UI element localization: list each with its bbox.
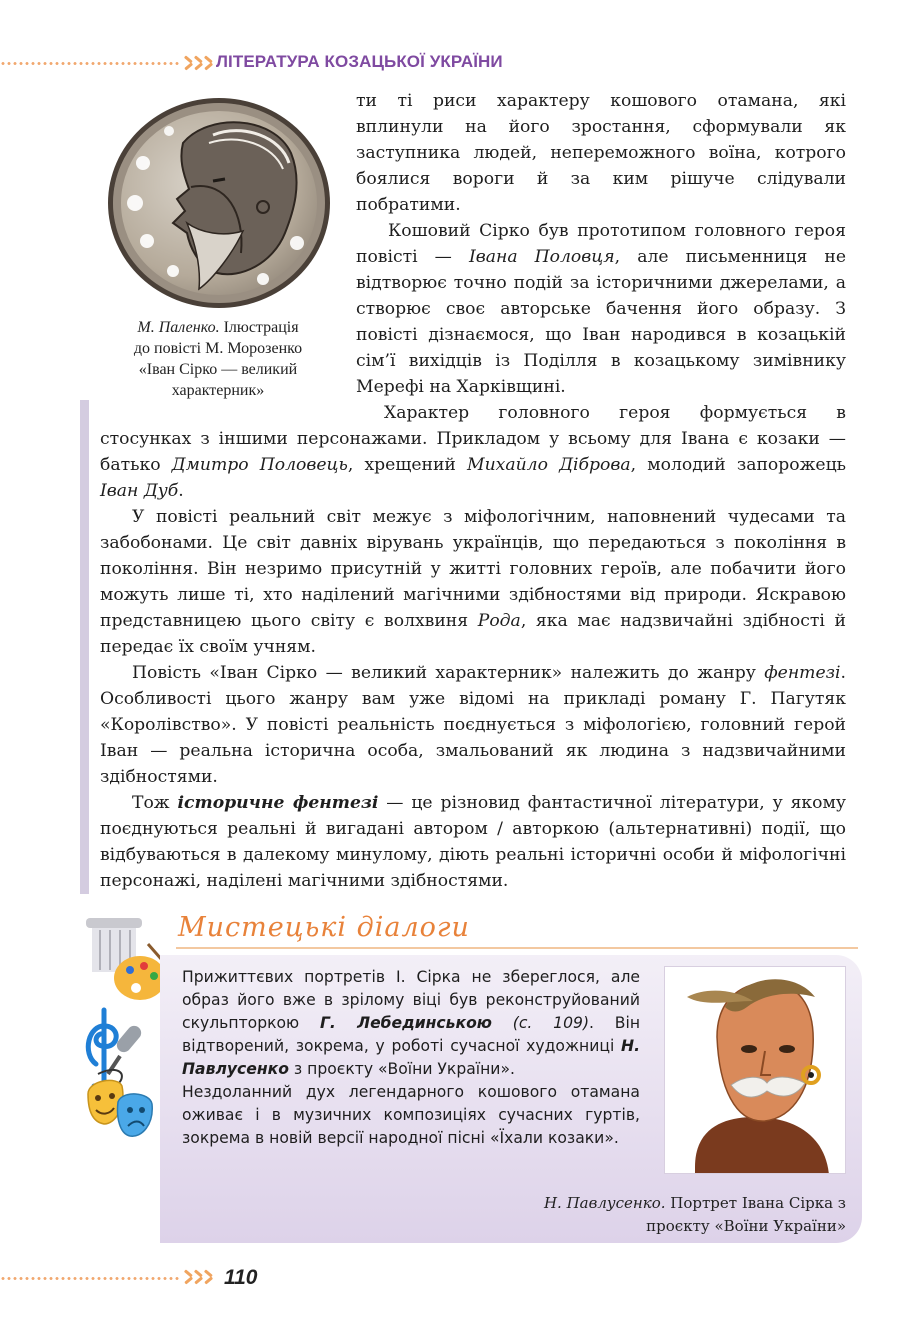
cossack-profile-drawing (113, 103, 325, 303)
genre-term: фентезі (764, 663, 841, 683)
margin-highlight-bar (80, 400, 89, 894)
top-right-text (356, 88, 846, 400)
paragraph: Нездоланний дух легендарного кошового отамана оживає і в музичних композиціях сучасних гуртів, зокрема в новій версії народної пісні «Їхали козаки». (182, 1083, 640, 1147)
chevron-right-icon (202, 52, 215, 74)
theater-masks-icon (88, 1080, 152, 1136)
footer-dots-decoration (0, 1277, 180, 1280)
paragraph: Тож історичне фентезі — це різновид фантастичної літератури, у якому поєднуються реальні й вигадані автором / авторкою (альтернативні) події, що відбуваються в далекому минулому, діють реальні історичні особи й міфологічні персонажі, наділені магічними здібностями. (100, 793, 846, 891)
character-name: Івана Половця (468, 247, 615, 267)
artist-name: Н. Павлусенко (182, 1037, 640, 1078)
paragraph: ти ті риси характеру кошового отамана, які вплинули на його зростання, сформували як заступника людей, непереможного воїна, котрого боялися вороги й за ким рішуче слідували побратими. (356, 91, 846, 215)
character-name: Михайло Діброва (466, 455, 631, 475)
sirko-portrait-image (664, 966, 846, 1174)
paragraph: У повісті реальний світ межує з міфологічним, наповнений чудесами та забобонами. Це світ давніх вірувань українців, що передаються з покоління в покоління. Він незримо присутній у житті головних героїв, але побачити його можуть лише ті, хто наділений магічними здібностями від природи. Яскравою представницею цього світу є волхвиня Рода, яка має надзвичайні здібності й передає їх своїм учням. (100, 507, 846, 657)
paragraph: Прижиттєвих портретів І. Сірка не збереглося, але образ його вже в зрілому віці був реконструйований скульпторкою Г. Лебединською (с. 109). Він відтворений, зокрема, у роботі сучасної художниці Н. Павлусенко з проєкту «Воїни України». (182, 968, 641, 1078)
caption-text: Ілюстрація (219, 319, 299, 336)
caption-text: Портрет Івана Сірка з (665, 1194, 846, 1212)
caption-text: характерник» (171, 382, 265, 399)
illustration-caption (100, 317, 336, 401)
character-name: Іван Дуб (100, 481, 179, 501)
treble-clef-icon (88, 1010, 116, 1092)
body-text (100, 400, 846, 894)
coin-illustration (100, 92, 340, 314)
header-title: ЛІТЕРАТУРА КОЗАЦЬКОЇ УКРАЇНИ (216, 52, 503, 71)
portrait-caption (490, 1192, 846, 1238)
caption-text: «Іван Сірко — великий (138, 361, 298, 378)
section-title-underline (176, 947, 858, 949)
running-header (0, 48, 918, 78)
definition-term: історичне фентезі (177, 793, 379, 813)
art-icons-column (78, 914, 168, 1144)
sculptor-name: Г. Лебединською (319, 1014, 492, 1032)
page-number: 110 (224, 1266, 258, 1289)
character-name: Дмитро Половець (171, 455, 348, 475)
chevron-right-icon (202, 1266, 215, 1288)
paragraph: Повість «Іван Сірко — великий характерник» належить до жанру фентезі. Особливості цього жанру вам уже відомі на прикладі роману Г. Пагутяк «Королівство». У повісті реальність поєднується з міфологією, головний герой Іван — реальна історична особа, змальований як людина з надзвичайними здібностями. (100, 663, 846, 787)
art-dialogue-text (182, 966, 640, 1150)
paragraph: Кошовий Сірко був прототипом головного героя повісті — Івана Половця, але письменниця не відтворює точно подій за історичними джерелами, а створює своє авторське бачення його образу. З повісті дізнаємося, що Іван народився в козацькій сім’ї вихідців із Поділля в козацькому зимівнику Мерефі на Харківщині. (356, 221, 847, 397)
caption-text: до повісті М. Морозенко (133, 340, 303, 357)
page-reference: (с. 109) (491, 1014, 590, 1032)
caption-text: проєкту «Воїни України» (646, 1217, 846, 1235)
caption-author: Н. Павлусенко. (543, 1194, 666, 1212)
paragraph: Характер головного героя формується в стосунках з іншими персонажами. Прикладом у всьому для Івана є козаки — батько Дмитро Половець, хрещений Михайло Діброва, молодий запорожець Іван Дуб. (100, 403, 846, 501)
page-footer (0, 1266, 918, 1296)
character-name: Рода (477, 611, 521, 631)
section-title: Мистецькі діалоги (178, 912, 470, 943)
coin-portrait-image (108, 98, 330, 308)
header-dots-decoration (0, 62, 180, 65)
caption-author: М. Паленко. (137, 319, 220, 336)
